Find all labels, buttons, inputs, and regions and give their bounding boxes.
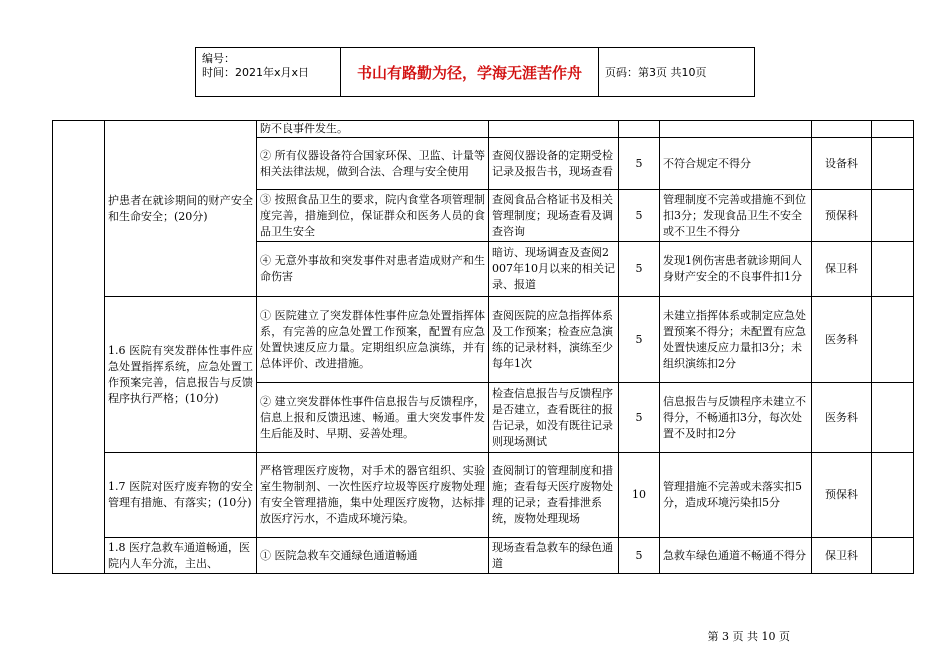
header-meta [196,48,341,96]
content-cell: 严格管理医疗废物，对手术的器官组织、实验室生物制剂、一次性医疗垃圾等医疗废物处理有安全管理措施，集中处理医疗废物，达标排放医疗污水，不造成环境污染。 [257,453,489,538]
section-cell: 1.8 医疗急救车通道畅通，医院内人车分流，主出、 [105,538,257,574]
table-row [53,297,914,383]
content-cell: ② 所有仪器设备符合国家环保、卫监、计量等相关法律法规，做到合法、合理与安全使用 [257,138,489,190]
content-cell: ① 医院建立了突发群体性事件应急处置指挥体系，有完善的应急处置工作预案，配置有应急处置快速反应力量。定期组织应急演练，并有总体评价、改进措施。 [257,297,489,383]
method-cell: 查阅仪器设备的定期受检记录及报告书，现场查看 [489,138,619,190]
method-cell: 现场查看急救车的绿色通道 [489,538,619,574]
method-cell: 暗访、现场调查及查阅2007年10月以来的相关记录、报道 [489,242,619,297]
criteria-cell: 急救车绿色通道不畅通不得分 [660,538,812,574]
extra-cell [872,121,914,138]
content-cell: ② 建立突发群体性事件信息报告与反馈程序，信息上报和反馈迅速、畅通。重大突发事件发生后能及时、早期、妥善处理。 [257,383,489,453]
table-row [53,121,914,138]
dept-cell: 设备科 [812,138,872,190]
content-cell: ③ 按照食品卫生的要求，院内食堂各项管理制度完善，措施到位，保证群众和医务人员的食品卫生安全 [257,190,489,242]
extra-cell [872,190,914,242]
method-cell [489,121,619,138]
content-cell: ④ 无意外事故和突发事件对患者造成财产和生命伤害 [257,242,489,297]
header-motto: 书山有路勤为径，学海无涯苦作舟 [341,48,599,96]
criteria-cell: 未建立指挥体系或制定应急处置预案不得分；未配置有应急处置快速反应力量扣3分；未组织演练扣2分 [660,297,812,383]
criteria-cell [660,121,812,138]
page-header [195,47,755,97]
dept-cell: 保卫科 [812,538,872,574]
criteria-cell: 管理制度不完善或措施不到位扣3分；发现食品卫生不安全或不卫生不得分 [660,190,812,242]
score-cell: 10 [619,453,660,538]
content-cell: 防不良事件发生。 [257,121,489,138]
page-footer: 第 3 页 共 10 页 [707,630,790,643]
extra-cell [872,138,914,190]
score-cell: 5 [619,138,660,190]
extra-cell [872,242,914,297]
criteria-cell: 发现1例伤害患者就诊期间人身财产安全的不良事件扣1分 [660,242,812,297]
table-row [53,538,914,574]
method-cell: 查阅制订的管理制度和措施；查看每天医疗废物处理的记录；查看排泄系统，废物处理现场 [489,453,619,538]
content-cell: ① 医院急救车交通绿色通道畅通 [257,538,489,574]
document-time-label: 时间：2021年x月x日 [202,66,310,79]
dept-cell: 医务科 [812,297,872,383]
dept-cell: 保卫科 [812,242,872,297]
dept-cell: 医务科 [812,383,872,453]
method-cell: 检查信息报告与反馈程序是否建立，查看既往的报告记录，如没有既往记录则现场测试 [489,383,619,453]
section-cell: 1.6 医院有突发群体性事件应急处置指挥系统，应急处置工作预案完善，信息报告与反馈程序执行严格；(10分) [105,297,257,453]
dept-cell [812,121,872,138]
score-cell: 5 [619,538,660,574]
dept-cell: 预保科 [812,190,872,242]
score-cell: 5 [619,242,660,297]
evaluation-table [52,120,914,574]
extra-cell [872,453,914,538]
score-cell: 5 [619,297,660,383]
score-cell: 5 [619,383,660,453]
criteria-cell: 管理措施不完善或未落实扣5分，造成环境污染扣5分 [660,453,812,538]
dept-cell: 预保科 [812,453,872,538]
left-margin-cell [53,121,105,574]
score-cell [619,121,660,138]
criteria-cell: 不符合规定不得分 [660,138,812,190]
extra-cell [872,383,914,453]
section-cell: 1.7 医院对医疗废弃物的安全管理有措施、有落实；(10分) [105,453,257,538]
section-cell: 护患者在就诊期间的财产安全和生命安全；(20分) [105,121,257,297]
extra-cell [872,538,914,574]
score-cell: 5 [619,190,660,242]
criteria-cell: 信息报告与反馈程序未建立不得分，不畅通扣3分，每次处置不及时扣2分 [660,383,812,453]
method-cell: 查阅食品合格证书及相关管理制度；现场查看及调查咨询 [489,190,619,242]
header-page-label: 页码：第3页 共10页 [605,66,707,79]
table-row [53,453,914,538]
extra-cell [872,297,914,383]
method-cell: 查阅医院的应急指挥体系及工作预案；检查应急演练的记录材料，演练至少每年1次 [489,297,619,383]
document-number-label: 编号： [202,52,235,65]
